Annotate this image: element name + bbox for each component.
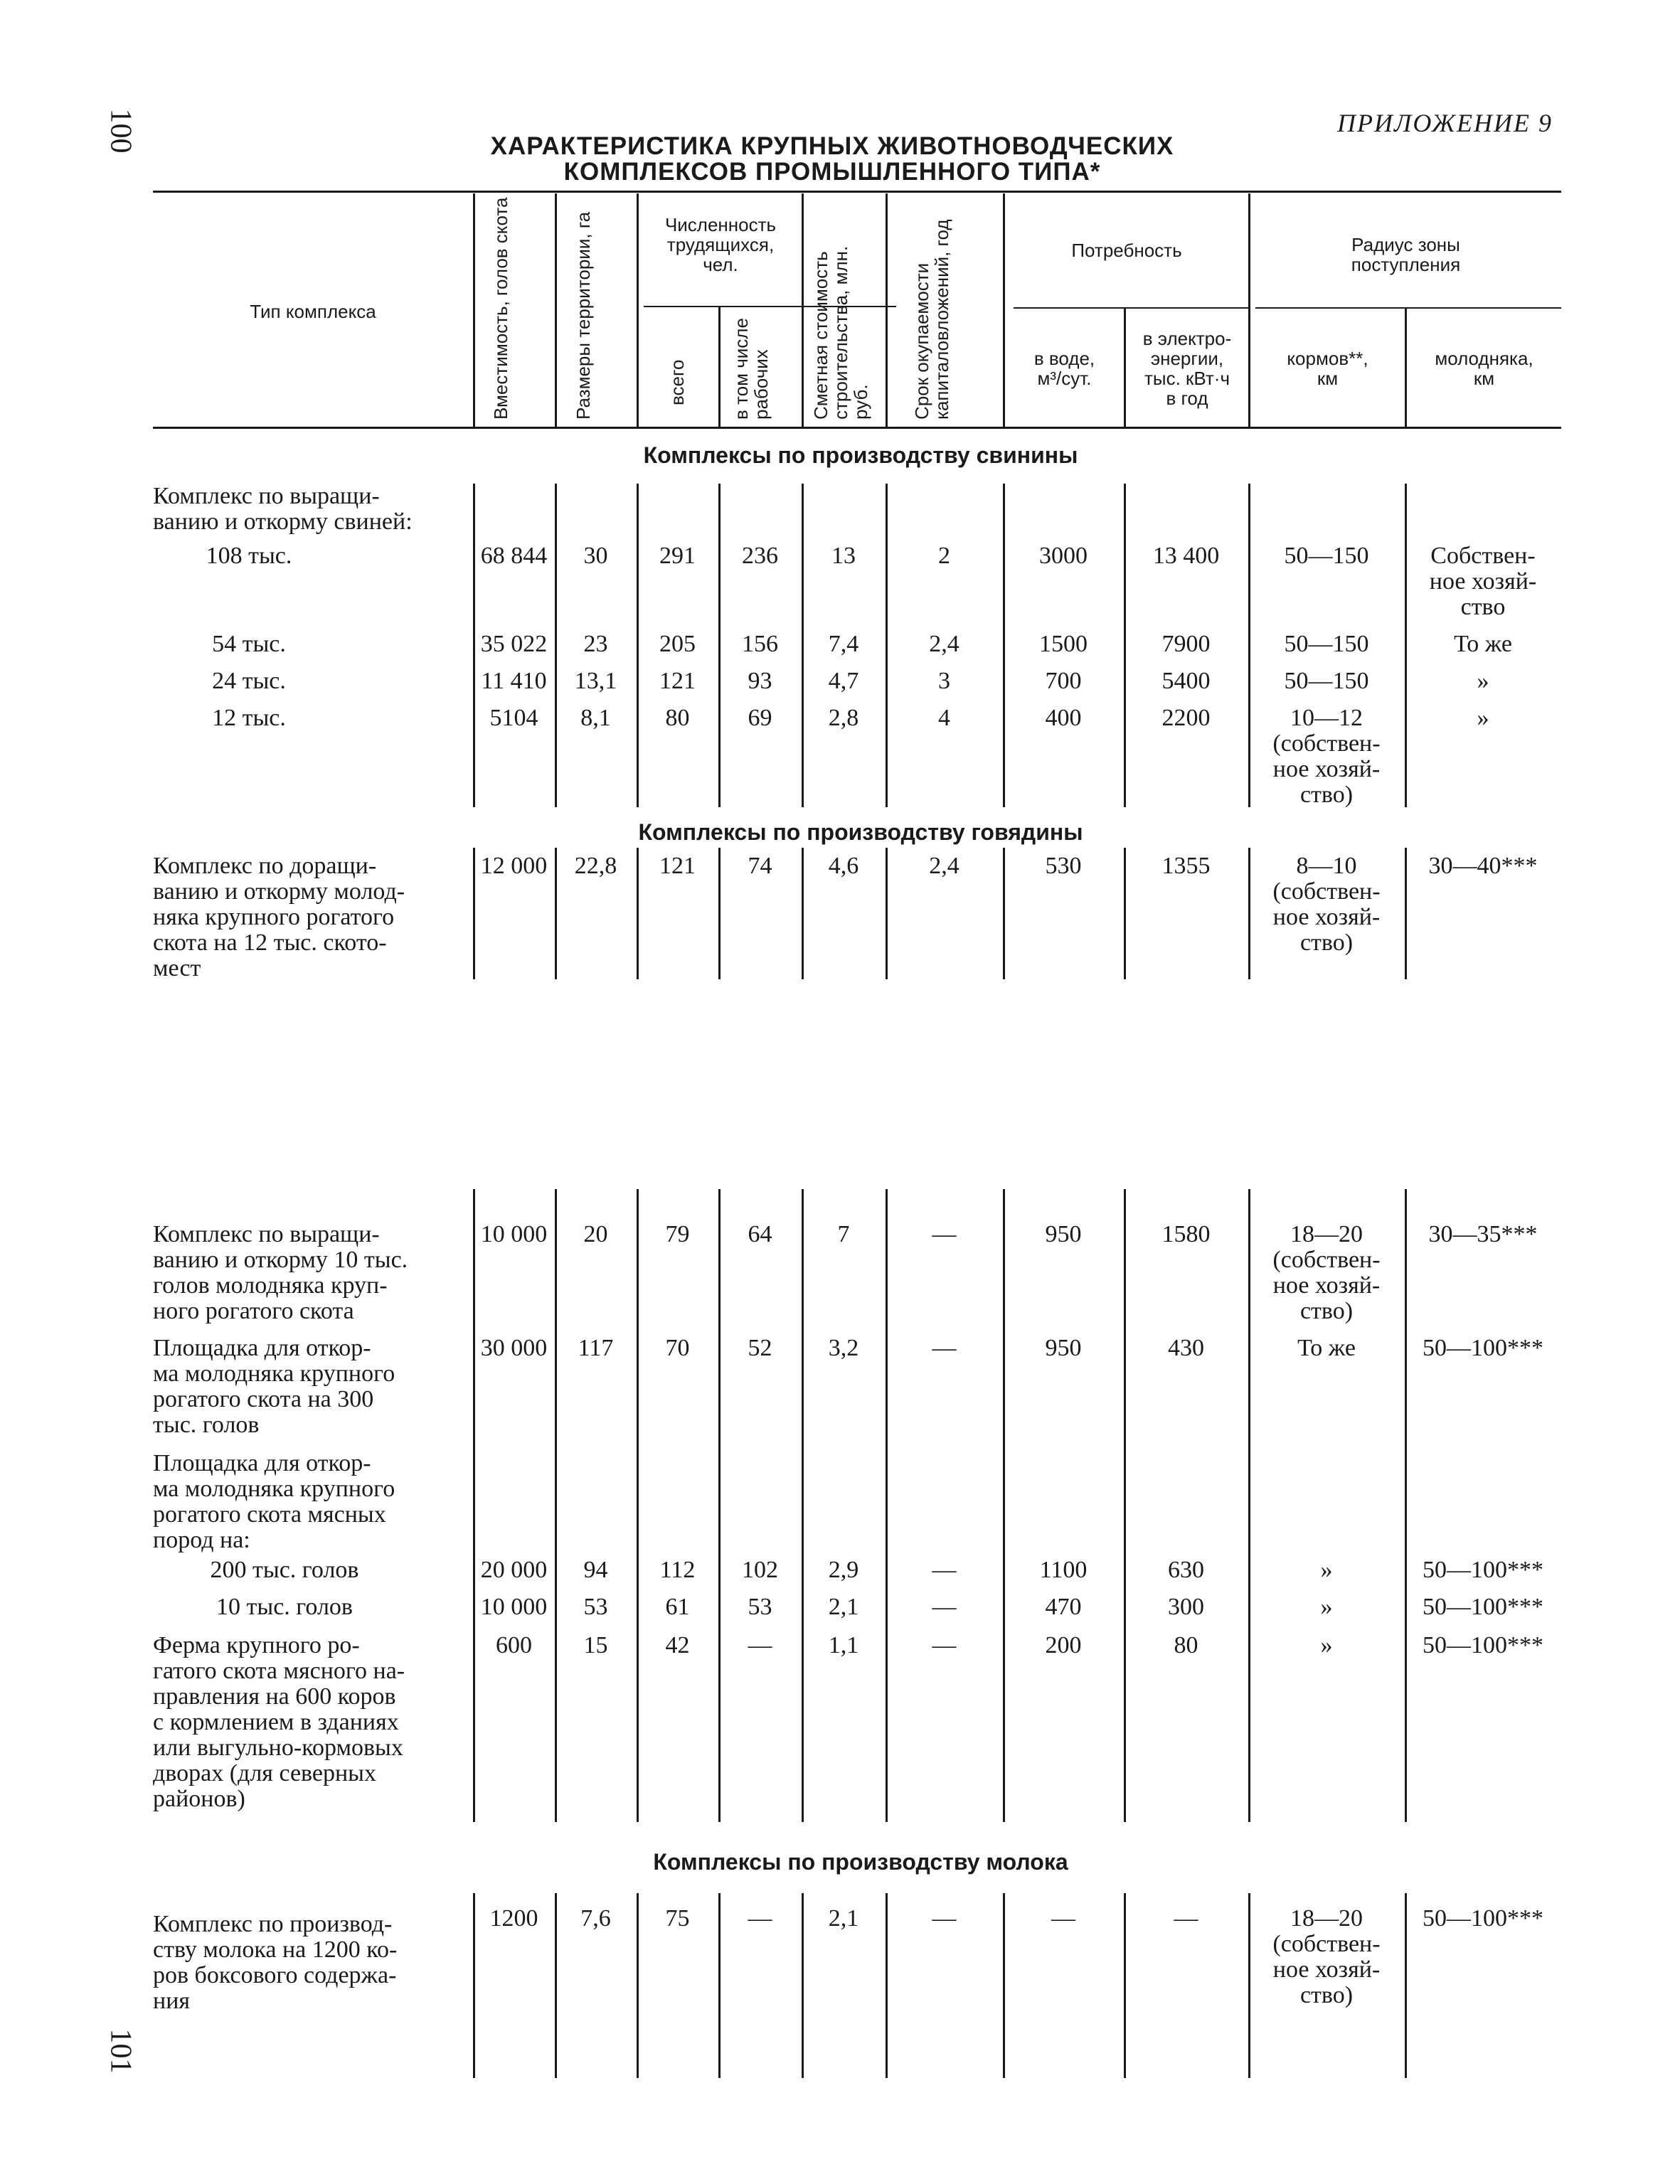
cell-feed-line: ное хозяй- (1272, 756, 1381, 782)
cell-workers-incl: 52 (748, 1335, 772, 1361)
cell-capacity: 5104 (489, 705, 538, 731)
cell-water: 1500 (1039, 631, 1088, 657)
cell-feed-line: ство) (1299, 1982, 1354, 2008)
cell-workers-incl: 64 (748, 1221, 772, 1247)
cell-young: 50—100*** (1423, 1594, 1543, 1620)
cell-feed-line: ство) (1299, 1298, 1354, 1324)
cell-workers-total: 80 (665, 705, 690, 731)
section-pork: Комплексы по производству свинины (643, 442, 1078, 468)
row-name (153, 1336, 466, 1438)
cell-capacity: 30 000 (480, 1335, 548, 1361)
body-vline (555, 1189, 557, 1822)
body-vline (1124, 1189, 1126, 1822)
cell-feed-line: ное хозяй- (1272, 1272, 1381, 1299)
header-vline (473, 193, 475, 427)
cell-cost: 2,9 (828, 1557, 859, 1583)
cell-water: 530 (1045, 853, 1082, 879)
cell-feed-line: (собствен- (1272, 1931, 1381, 1957)
row-name-line: няка крупного рогатого (153, 904, 395, 930)
row-name: 12 тыс. (212, 705, 286, 731)
cell-workers-total: 205 (659, 631, 696, 657)
header-workers-incl: в том числе рабочих (730, 318, 772, 420)
row-name-line: ма молодняка крупного (153, 1476, 395, 1502)
cell-workers-incl: 93 (748, 668, 772, 694)
cell-capacity: 10 000 (480, 1221, 548, 1247)
cell-young: » (1477, 668, 1489, 694)
cell-cost: 13 (831, 543, 856, 569)
header-water-line: м³/сут. (1037, 368, 1092, 389)
row-name (153, 1451, 466, 1553)
row-name-line: рогатого скота на 300 (153, 1386, 374, 1412)
cell-capacity: 20 000 (480, 1557, 548, 1583)
page-number-top: 100 (104, 108, 137, 154)
row-name-line: дворах (для северных (153, 1760, 377, 1786)
cell-workers-total: 121 (659, 853, 696, 879)
cell-energy: 7900 (1161, 631, 1211, 657)
header-sub-rule-radius (1255, 307, 1561, 309)
body-vline (637, 1189, 639, 1822)
row-name-line: Площадка для откор- (153, 1335, 371, 1361)
header-workers-line: чел. (703, 254, 738, 275)
cell-feed (1248, 853, 1405, 956)
header-vline (555, 193, 557, 427)
cell-payback: — (932, 1632, 957, 1658)
body-vline (473, 1189, 475, 1822)
cell-cost: 4,6 (828, 853, 859, 879)
cell-feed (1248, 705, 1405, 808)
cell-payback: — (932, 1905, 957, 1932)
cell-energy: 2200 (1161, 705, 1211, 731)
cell-payback: — (932, 1221, 957, 1247)
header-young (1407, 348, 1561, 388)
page-title (370, 134, 1294, 185)
cell-young (1405, 543, 1561, 620)
header-young-line: молодняка, (1435, 348, 1533, 369)
row-name: 24 тыс. (212, 668, 286, 694)
header-vline (1248, 193, 1250, 427)
cell-energy: 80 (1174, 1632, 1198, 1658)
cell-payback: — (932, 1594, 957, 1620)
cell-payback: — (932, 1557, 957, 1583)
header-feed (1250, 348, 1405, 388)
cell-feed-line: 8—10 (1296, 853, 1357, 879)
cell-young-line: Собствен- (1430, 543, 1536, 569)
header-water (1005, 348, 1124, 388)
cell-feed: » (1320, 1557, 1333, 1583)
row-name-line: Комплекс по выращи- (153, 483, 380, 509)
cell-young: То же (1454, 631, 1512, 657)
cell-capacity: 11 410 (481, 668, 547, 694)
cell-feed-line: (собствен- (1272, 1247, 1381, 1273)
cell-feed: 50—150 (1284, 631, 1369, 657)
cell-feed-line: ное хозяй- (1272, 1956, 1381, 1983)
cell-workers-total: 121 (659, 668, 696, 694)
cell-feed: » (1320, 1632, 1333, 1658)
cell-cost: 7,4 (828, 631, 859, 657)
cell-energy: 5400 (1161, 668, 1211, 694)
header-feed-line: кормов**, (1287, 348, 1368, 369)
cell-feed-line: ство) (1299, 782, 1354, 808)
cell-territory: 20 (583, 1221, 608, 1247)
cell-young-line: ство (1460, 594, 1506, 620)
cell-payback: 4 (938, 705, 950, 731)
appendix-label: ПРИЛОЖЕНИЕ 9 (1337, 109, 1553, 137)
cell-payback: 3 (938, 668, 950, 694)
cell-payback: 2 (938, 543, 950, 569)
title-line-1: ХАРАКТЕРИСТИКА КРУПНЫХ ЖИВОТНОВОДЧЕСКИХ (490, 132, 1174, 160)
cell-workers-total: 75 (665, 1905, 690, 1932)
cell-territory: 53 (583, 1594, 608, 1620)
cell-energy: 300 (1168, 1594, 1204, 1620)
cell-capacity: 35 022 (480, 631, 548, 657)
cell-energy: — (1174, 1905, 1198, 1932)
cell-cost: 3,2 (828, 1335, 859, 1361)
header-territory: Размеры территории, га (573, 211, 594, 420)
header-bottom-rule (153, 427, 1561, 429)
cell-feed-line: 18—20 (1290, 1905, 1363, 1932)
header-radius-line: Радиус зоны (1351, 234, 1460, 255)
row-name (153, 853, 466, 981)
cell-water: 470 (1045, 1594, 1082, 1620)
row-name-line: ров боксового содержа- (153, 1962, 397, 1988)
body-vline (802, 1189, 804, 1822)
header-workers (639, 215, 802, 275)
header-feed-line: км (1317, 368, 1339, 389)
cell-feed (1248, 1222, 1405, 1324)
row-name-line: с кормлением в зданиях (153, 1709, 399, 1735)
cell-workers-incl: 102 (742, 1557, 778, 1583)
cell-workers-incl: 156 (742, 631, 778, 657)
cell-capacity: 68 844 (480, 543, 548, 569)
row-name-line: тыс. голов (153, 1412, 260, 1438)
cell-water: 1100 (1039, 1557, 1088, 1583)
cell-feed: 50—150 (1284, 543, 1369, 569)
header-capacity: Вместимость, голов скота (490, 197, 511, 420)
cell-feed-line: ное хозяй- (1272, 904, 1381, 930)
row-name-line: Площадка для откор- (153, 1450, 371, 1476)
row-name-line: Комплекс по выращи- (153, 1221, 380, 1247)
table-top-rule (153, 191, 1561, 193)
row-name-line: правления на 600 коров (153, 1683, 396, 1710)
cell-payback: 2,4 (929, 853, 959, 879)
cell-young: 50—100*** (1423, 1905, 1543, 1932)
cell-workers-total: 42 (665, 1632, 690, 1658)
header-energy (1126, 329, 1248, 408)
cell-energy: 1355 (1161, 853, 1211, 879)
header-sub-rule-need (1014, 307, 1248, 309)
cell-feed-line: 10—12 (1290, 705, 1363, 731)
cell-capacity: 10 000 (480, 1594, 548, 1620)
body-vline (1405, 1189, 1407, 1822)
cell-capacity: 1200 (489, 1905, 538, 1932)
cell-energy: 630 (1168, 1557, 1204, 1583)
header-water-line: в воде, (1033, 348, 1095, 369)
row-name-line: Комплекс по доращи- (153, 853, 377, 879)
cell-feed-line: 18—20 (1290, 1221, 1363, 1247)
header-type: Тип комплекса (250, 301, 376, 322)
row-name-line: ного рогатого скота (153, 1298, 354, 1324)
cell-young: » (1477, 705, 1489, 731)
header-energy-line: энергии, (1150, 348, 1224, 369)
cell-feed: » (1320, 1594, 1333, 1620)
cell-territory: 94 (583, 1557, 608, 1583)
cell-workers-incl: — (748, 1905, 772, 1932)
cell-territory: 8,1 (580, 705, 611, 731)
row-name-line: Комплекс по производ- (153, 1911, 393, 1937)
cell-territory: 22,8 (574, 853, 617, 879)
cell-young: 50—100*** (1423, 1335, 1543, 1361)
header-cost: Сметная стоимость строительства, млн. руб. (810, 245, 871, 420)
row-name (153, 1222, 466, 1324)
cell-payback: 2,4 (929, 631, 959, 657)
cell-workers-incl: 69 (748, 705, 772, 731)
cell-water: 950 (1045, 1335, 1082, 1361)
section-milk: Комплексы по производству молока (653, 1849, 1068, 1875)
row-name: 54 тыс. (212, 631, 286, 657)
header-radius-line: поступления (1351, 254, 1461, 275)
cell-energy: 13 400 (1152, 543, 1220, 569)
row-name-line: Ферма крупного ро- (153, 1632, 360, 1658)
cell-payback: — (932, 1335, 957, 1361)
row-name (153, 484, 466, 535)
cell-workers-incl: — (748, 1632, 772, 1658)
cell-cost: 2,8 (828, 705, 859, 731)
cell-cost: 4,7 (828, 668, 859, 694)
cell-feed-line: ство) (1299, 929, 1354, 956)
header-workers-line: трудящихся, (666, 234, 775, 255)
cell-young-line: ное хозяй- (1429, 568, 1537, 595)
cell-workers-total: 79 (665, 1221, 690, 1247)
cell-workers-total: 61 (665, 1594, 690, 1620)
header-vline (718, 307, 721, 427)
row-name-line: или выгульно-кормовых (153, 1735, 403, 1761)
cell-territory: 30 (583, 543, 608, 569)
body-vline (1003, 1189, 1005, 1822)
row-name-line: рогатого скота мясных (153, 1501, 386, 1528)
row-name-line: ванию и откорму 10 тыс. (153, 1247, 408, 1273)
cell-water: 400 (1045, 705, 1082, 731)
row-name: 108 тыс. (206, 543, 292, 569)
cell-cost: 1,1 (828, 1632, 859, 1658)
cell-water: 700 (1045, 668, 1082, 694)
page-number-bottom: 101 (104, 2028, 137, 2074)
cell-workers-incl: 74 (748, 853, 772, 879)
header-energy-line: тыс. кВт·ч (1144, 368, 1230, 389)
row-name (153, 1912, 466, 2014)
cell-workers-total: 112 (659, 1557, 696, 1583)
row-name-line: голов молодняка круп- (153, 1272, 388, 1299)
cell-water: 950 (1045, 1221, 1082, 1247)
cell-feed: То же (1297, 1335, 1356, 1361)
cell-territory: 117 (578, 1335, 614, 1361)
header-workers-line: Численность (664, 214, 777, 235)
cell-young: 50—100*** (1423, 1557, 1543, 1583)
header-workers-total: всего (666, 359, 688, 405)
row-name-line: ванию и откорму свиней: (153, 508, 413, 535)
cell-workers-total: 291 (659, 543, 696, 569)
cell-territory: 13,1 (574, 668, 617, 694)
cell-feed-line: (собствен- (1272, 730, 1381, 757)
cell-energy: 1580 (1161, 1221, 1211, 1247)
row-name: 10 тыс. голов (216, 1594, 353, 1620)
header-payback: Срок окупаемости капиталовложений, год (911, 219, 952, 420)
cell-territory: 23 (583, 631, 608, 657)
cell-energy: 430 (1168, 1335, 1204, 1361)
header-need: Потребность (1071, 240, 1182, 261)
row-name-line: районов) (153, 1786, 245, 1812)
cell-young: 30—40*** (1428, 853, 1538, 879)
body-vline (718, 1189, 721, 1822)
cell-feed-line: (собствен- (1272, 878, 1381, 905)
cell-cost: 7 (837, 1221, 850, 1247)
header-energy-line: в год (1166, 388, 1208, 409)
title-line-2: КОМПЛЕКСОВ ПРОМЫШЛЕННОГО ТИПА* (563, 158, 1101, 186)
row-name-line: ванию и откорму молод- (153, 878, 405, 905)
cell-capacity: 600 (496, 1632, 532, 1658)
cell-territory: 15 (583, 1632, 608, 1658)
cell-capacity: 12 000 (480, 853, 548, 879)
row-name-line: ма молодняка крупного (153, 1360, 395, 1387)
cell-cost: 2,1 (828, 1905, 859, 1932)
header-young-line: км (1473, 368, 1495, 389)
cell-water: 3000 (1039, 543, 1088, 569)
row-name-line: ния (153, 1988, 191, 2014)
cell-water: 200 (1045, 1632, 1082, 1658)
row-name (153, 1633, 466, 1812)
cell-cost: 2,1 (828, 1594, 859, 1620)
cell-feed (1248, 1906, 1405, 2008)
cell-water: — (1051, 1905, 1075, 1932)
row-name-line: гатого скота мясного на- (153, 1658, 405, 1684)
cell-young: 50—100*** (1423, 1632, 1543, 1658)
section-beef: Комплексы по производству говядины (638, 819, 1083, 845)
row-name-line: скота на 12 тыс. ското- (153, 929, 387, 956)
cell-workers-incl: 236 (742, 543, 778, 569)
header-energy-line: в электро- (1142, 328, 1232, 349)
row-name: 200 тыс. голов (210, 1557, 359, 1583)
row-name-line: ству молока на 1200 ко- (153, 1937, 398, 1963)
header-vline (886, 193, 888, 427)
row-name-line: пород на: (153, 1527, 250, 1553)
header-radius (1250, 235, 1561, 275)
body-vline (886, 1189, 888, 1822)
row-name-line: мест (153, 955, 201, 981)
cell-territory: 7,6 (580, 1905, 611, 1932)
cell-workers-total: 70 (665, 1335, 690, 1361)
cell-feed: 50—150 (1284, 668, 1369, 694)
header-vline (1003, 193, 1005, 427)
cell-workers-incl: 53 (748, 1594, 772, 1620)
cell-young: 30—35*** (1428, 1221, 1538, 1247)
